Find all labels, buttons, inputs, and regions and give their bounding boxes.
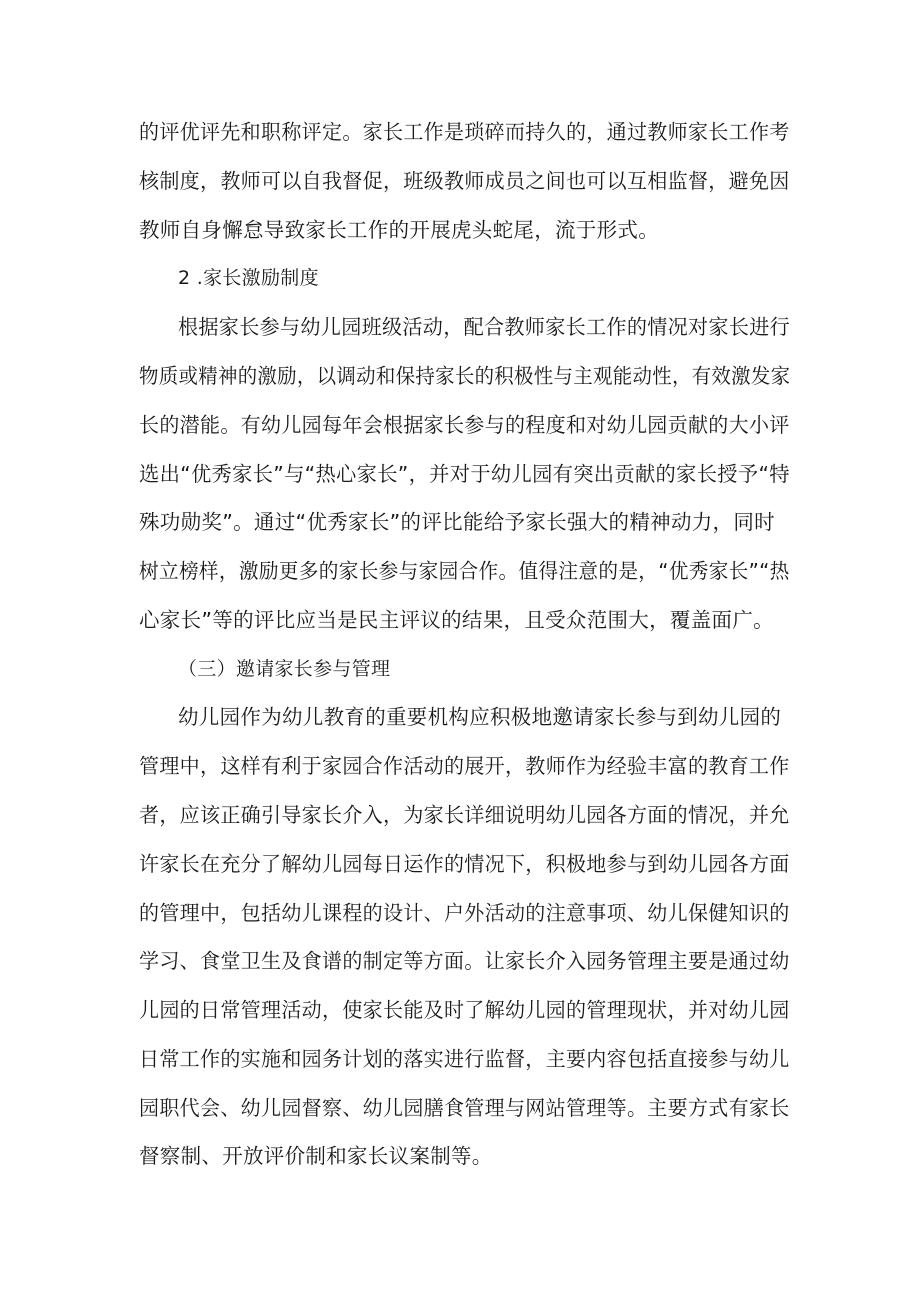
paragraph-line: 的评优评先和职称评定。家长工作是琐碎而持久的，通过教师家长工作考	[139, 120, 790, 144]
paragraph-line: 物质或精神的激励，以调动和保持家长的积极性与主观能动性，有效激发家	[139, 364, 791, 388]
section-heading-parent-incentive: 2 .家长激励制度	[178, 267, 319, 289]
paragraph-line: 许家长在充分了解幼儿园每日运作的情况下，积极地参与到幼儿园各方面	[139, 852, 790, 876]
paragraph-line: 选出“优秀家长”与“热心家长”，并对于幼儿园有突出贡献的家长授予“特	[139, 462, 790, 486]
paragraph-line: 园职代会、幼儿园督察、幼儿园膳食管理与网站管理等。主要方式有家长	[139, 1096, 790, 1120]
paragraph-line: 殊功勋奖”。通过“优秀家长”的评比能给予家长强大的精神动力，同时	[139, 510, 775, 534]
paragraph-line: 幼儿园作为幼儿教育的重要机构应积极地邀请家长参与到幼儿园的	[178, 705, 782, 729]
paragraph-line: 管理中，这样有利于家园合作活动的展开，教师作为经验丰富的教育工作	[139, 754, 790, 778]
paragraph-line: 儿园的日常管理活动，使家长能及时了解幼儿园的管理现状，并对幼儿园	[139, 998, 790, 1022]
paragraph-line: 树立榜样，激励更多的家长参与家园合作。值得注意的是，“优秀家长”“热	[139, 559, 790, 583]
paragraph-line: 者，应该正确引导家长介入，为家长详细说明幼儿园各方面的情况，并允	[139, 803, 790, 827]
section-heading-invite-parents: （三）邀请家长参与管理	[178, 658, 391, 680]
paragraph-line: 根据家长参与幼儿园班级活动，配合教师家长工作的情况对家长进行	[178, 315, 791, 339]
paragraph-line: 心家长”等的评比应当是民主评议的结果，且受众范围大，覆盖面广。	[139, 608, 774, 632]
paragraph-line: 教师自身懈怠导致家长工作的开展虎头蛇尾，流于形式。	[139, 218, 659, 242]
paragraph-line: 学习、食堂卫生及食谱的制定等方面。让家长介入园务管理主要是通过幼	[139, 949, 790, 973]
paragraph-line: 的管理中，包括幼儿课程的设计、户外活动的注意事项、幼儿保健知识的	[139, 901, 790, 925]
paragraph-line: 督察制、开放评价制和家长议案制等。	[139, 1144, 493, 1168]
paragraph-line: 核制度，教师可以自我督促，班级教师成员之间也可以互相监督，避免因	[139, 169, 790, 193]
paragraph-line: 日常工作的实施和园务计划的落实进行监督，主要内容包括直接参与幼儿	[139, 1047, 790, 1071]
paragraph-line: 长的潜能。有幼儿园每年会根据家长参与的程度和对幼儿园贡献的大小评	[139, 413, 790, 437]
